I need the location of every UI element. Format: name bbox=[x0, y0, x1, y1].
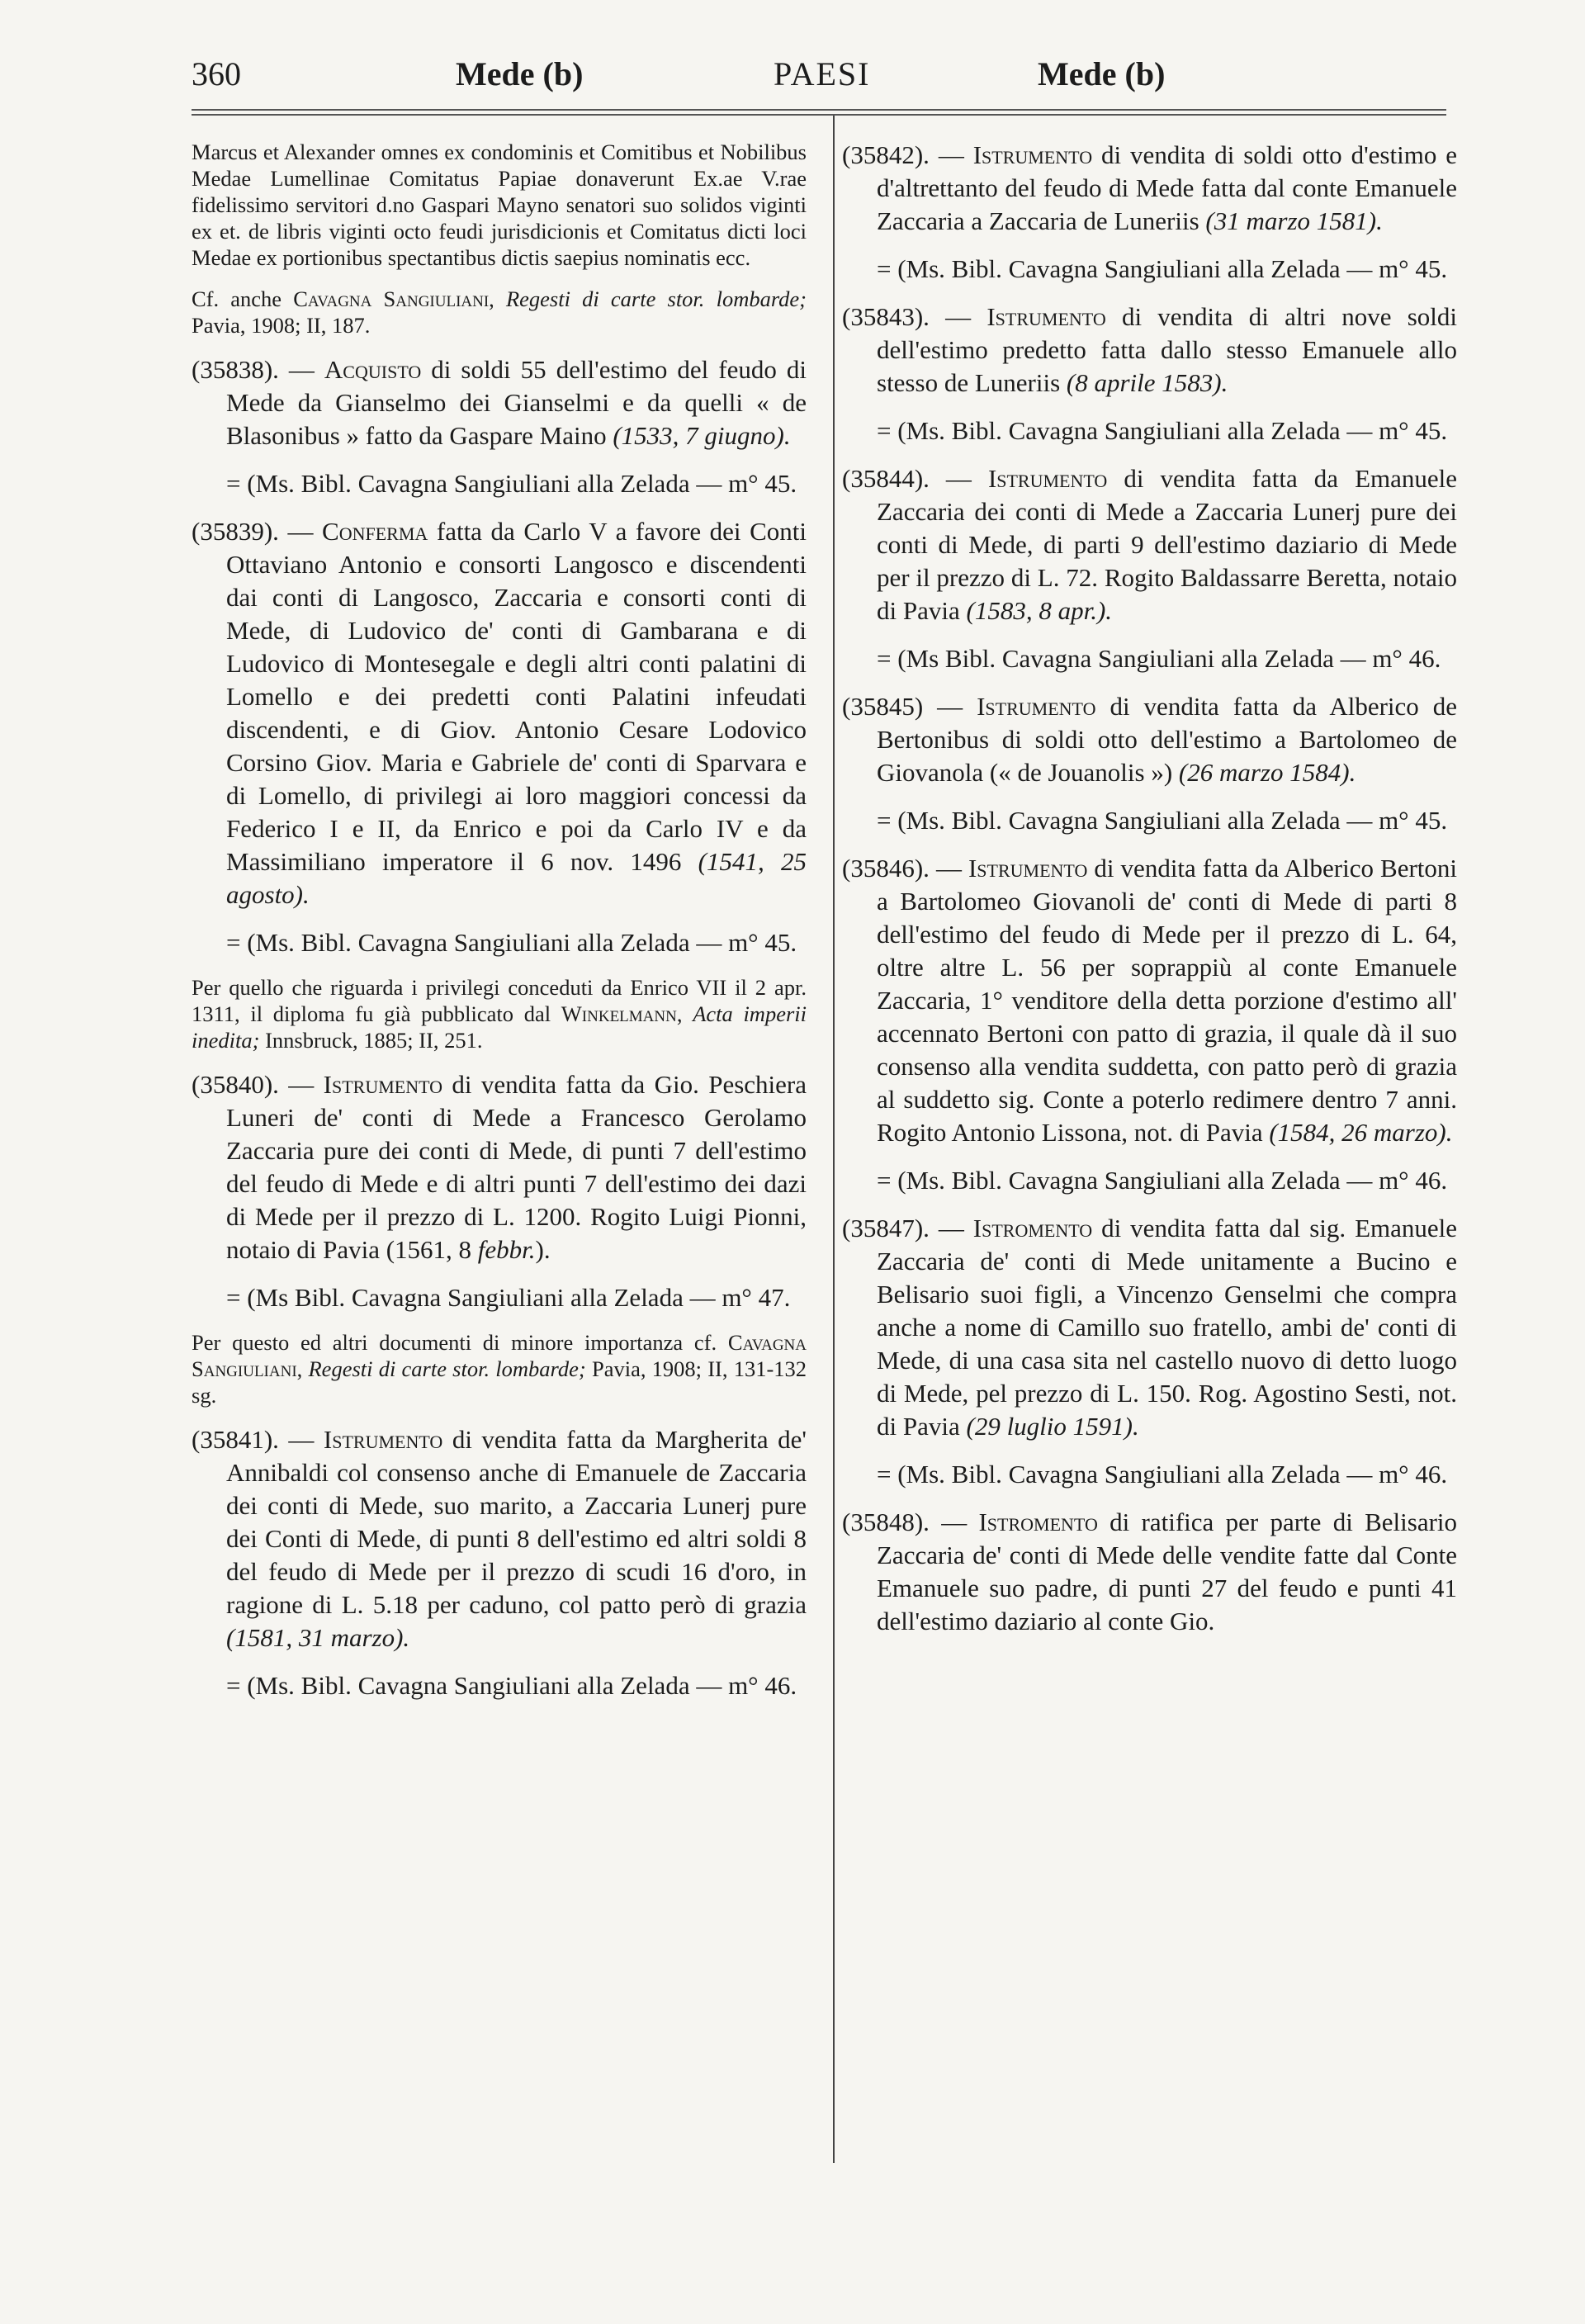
entry-number: (35843). bbox=[842, 302, 930, 331]
entry-keyword: Conferma bbox=[322, 517, 428, 546]
entry-text: di vendita fatta da Margherita de' Annibaldi col consenso anche di Emanuele de Zaccaria dei conti di Mede, suo marito, a Zaccaria Lunerj pure dei Conti di Mede, di punti 8 dell'estimo ed altri soldi 8 del feudo di Mede per il prezzo di scudi 16 d'oro, in ragione di L. 5.18 per caduno, col patto però di grazia bbox=[226, 1425, 807, 1619]
right-column bbox=[842, 139, 1457, 1653]
intro-ref-prefix: Cf. anche bbox=[192, 286, 282, 311]
left-column bbox=[192, 139, 807, 1717]
intro-ref-title: Regesti di carte stor. lombarde; bbox=[505, 286, 807, 311]
note-text: Per quello che riguarda i privilegi conceduti da Enrico VII il 2 apr. 1311, il diploma fu già pubblicato dal bbox=[192, 975, 807, 1026]
entry-date: (26 marzo 1584). bbox=[1178, 758, 1356, 787]
note-title: Acta imperii inedita; bbox=[192, 1001, 807, 1053]
entry-35840: (35840). — Istrumento di vendita fatta da Gio. Peschiera Luneri de' conti di Mede a Francesco Gerolamo Zaccaria pure dei conti di Mede, di punti 7 dell'estimo del feudo di Mede e di altri punti 7 dell'estimo dei dazi di Mede per il prezzo di L. 1200. Rogito Luigi Pionni, notaio di Pavia (1561, 8 febbr.). bbox=[192, 1070, 807, 1264]
entry-keyword: Istrumento bbox=[986, 302, 1106, 331]
note-text: Per questo ed altri documenti di minore importanza cf. bbox=[192, 1330, 717, 1355]
entry-text: di vendita fatta da Alberico Bertoni a Bartolomeo Giovanoli de' conti di Mede di parti 8 dell'estimo del feudo di Mede per il prezzo di L. 64, oltre altre L. 56 per soprappiù al conte Emanuele Zaccaria, 1° venditore della detta porzione d'estimo all' accennato Bertoni con patto di grazia, il quale dà il suo consenso alla vendita suddetta, con patto però di grazia al suddetto sig. Conte a poterlo redimere dentro 7 anni. Rogito Antonio Lissona, not. di Pavia bbox=[877, 854, 1458, 1147]
entry-35842-citation: = (Ms. Bibl. Cavagna Sangiuliani alla Zelada — m° 45. bbox=[877, 254, 1448, 283]
entry-number: (35845) bbox=[842, 692, 924, 721]
running-header bbox=[192, 50, 1446, 99]
entry-text: di vendita fatta da Emanuele Zaccaria dei conti di Mede a Zaccaria Lunerj pure dei conti di Mede, di parti 9 dell'estimo daziario di Mede per il prezzo di L. 72. Rogito Baldassarre Beretta, notaio di Pavia bbox=[877, 464, 1458, 625]
intro-reference-note bbox=[192, 286, 807, 338]
entry-35846-citation: = (Ms. Bibl. Cavagna Sangiuliani alla Zelada — m° 46. bbox=[877, 1166, 1448, 1195]
intro-latin-text: Marcus et Alexander omnes ex condominis et Comitibus et Nobilibus Medae Lumellinae Comitatus Papiae donaverunt Ex.ae V.rae fidelissimo servitori d.no Gaspari Mayno senatori suo solidos viginti ex et. de libris viginti octo feudi jurisdicionis et Comitatus dicti loci Medae ex portionibus spectantibus dictis saepius nominatis ecc. bbox=[192, 140, 807, 270]
entry-keyword: Istromento bbox=[972, 1214, 1093, 1242]
note-author: Cavagna Sangiuliani, bbox=[192, 1330, 807, 1381]
documenti-note bbox=[192, 1329, 807, 1408]
entry-tail: ). bbox=[535, 1235, 551, 1264]
note-author: Winkelmann, bbox=[561, 1001, 683, 1026]
entry-date: (1584, 26 marzo). bbox=[1269, 1118, 1453, 1147]
entry-keyword: Istrumento bbox=[987, 464, 1108, 493]
entry-keyword: Acquisto bbox=[324, 355, 422, 384]
entry-35839-citation: = (Ms. Bibl. Cavagna Sangiuliani alla Zelada — m° 45. bbox=[226, 928, 797, 957]
entry-keyword: Istrumento bbox=[972, 140, 1093, 169]
entry-date: (1583, 8 apr.). bbox=[966, 596, 1113, 625]
intro-ref-rest: Pavia, 1908; II, 187. bbox=[192, 313, 371, 338]
entry-number: (35848). bbox=[842, 1508, 930, 1536]
entry-date: (8 aprile 1583). bbox=[1066, 368, 1228, 397]
entry-35840-citation: = (Ms Bibl. Cavagna Sangiuliani alla Zelada — m° 47. bbox=[226, 1283, 791, 1312]
entry-number: (35842). bbox=[842, 140, 930, 169]
entry-35842: (35842). — Istrumento di vendita di soldi otto d'estimo e d'altrettanto del feudo di Mede fatta dal conte Emanuele Zaccaria a Zaccaria de Luneriis (31 marzo 1581). bbox=[842, 140, 1458, 235]
note-rest: Innsbruck, 1885; II, 251. bbox=[265, 1028, 483, 1053]
entry-number: (35844). bbox=[842, 464, 930, 493]
entry-35848: (35848). — Istromento di ratifica per parte di Belisario Zaccaria de' conti di Mede delle vendite fatte dal Conte Emanuele suo padre, di punti 27 del feudo e punti 41 dell'estimo daziario al conte Gio. bbox=[842, 1508, 1458, 1635]
page-number: 360 bbox=[192, 55, 241, 92]
entry-35843: (35843). — Istrumento di vendita di altri nove soldi dell'estimo predetto fatta dallo stesso Emanuele allo stesso de Luneriis (8 aprile 1583). bbox=[842, 302, 1458, 397]
entry-number: (35841). bbox=[192, 1425, 279, 1454]
entry-date: febbr. bbox=[477, 1235, 536, 1264]
entry-text: di vendita fatta dal sig. Emanuele Zaccaria de' conti di Mede unitamente a Bucino e Belisario suoi figli, a Vincenzo Genselmi che compra anche a nome di Camillo suo fratello, ambi de' conti di Mede, di una casa sita nel castello nuovo di detto luogo di Mede, pel prezzo di L. 150. Rog. Agostino Sesti, not. di Pavia bbox=[877, 1214, 1458, 1441]
entry-keyword: Istrumento bbox=[323, 1070, 443, 1099]
header-right-title: Mede (b) bbox=[1038, 55, 1166, 92]
header-rule-bottom bbox=[192, 114, 1446, 116]
entry-number: (35847). bbox=[842, 1214, 930, 1242]
entry-keyword: Istrumento bbox=[323, 1425, 443, 1454]
entry-35846: (35846). — Istrumento di vendita fatta da Alberico Bertoni a Bartolomeo Giovanoli de' conti di Mede di parti 8 dell'estimo del feudo di Mede per il prezzo di L. 64, oltre altre L. 56 per soprappiù al conte Emanuele Zaccaria, 1° venditore della detta porzione d'estimo all' accennato Bertoni con patto di grazia, il quale dà il suo consenso alla vendita suddetta, con patto però di grazia al suddetto sig. Conte a poterlo redimere dentro 7 anni. Rogito Antonio Lissona, not. di Pavia (1584, 26 marzo). bbox=[842, 854, 1458, 1147]
entry-text: di vendita di soldi otto d'estimo e d'altrettanto del feudo di Mede fatta dal conte Emanuele Zaccaria a Zaccaria de Luneriis bbox=[877, 140, 1458, 235]
entry-35841-citation: = (Ms. Bibl. Cavagna Sangiuliani alla Zelada — m° 46. bbox=[226, 1671, 797, 1700]
entry-text: fatta da Carlo V a favore dei Conti Ottaviano Antonio e consorti Langosco e discendenti dai conti di Langosco, Zaccaria e consorti conti di Mede, di Ludovico de' conti di Gambarana e di Ludovico di Montesegale e degli altri conti palatini di Lomello e dei predetti conti Palatini infeudati discendenti, e di Giov. Antonio Cesare Lodovico Corsino Giov. Maria e Gabriele de' conti di Sparvara e di Lomello, di privilegi ai loro maggiori concessi da Federico I e II, da Enrico e poi da Carlo IV e da Massimiliano imperatore il 6 nov. 1496 bbox=[226, 517, 807, 876]
header-center-title: PAESI bbox=[774, 55, 871, 92]
entry-35839: (35839). — Conferma fatta da Carlo V a favore dei Conti Ottaviano Antonio e consorti Langosco e discendenti dai conti di Langosco, Zaccaria e consorti conti di Mede, di Ludovico de' conti di Gambarana e di Ludovico di Montesegale e degli altri conti palatini di Lomello e dei predetti conti Palatini infeudati discendenti, e di Giov. Antonio Cesare Lodovico Corsino Giov. Maria e Gabriele de' conti di Sparvara e di Lomello, di privilegi ai loro maggiori concessi da Federico I e II, da Enrico e poi da Carlo IV e da Massimiliano imperatore il 6 nov. 1496 (1541, 25 agosto). bbox=[192, 517, 807, 909]
note-title: Regesti di carte stor. lombarde; bbox=[308, 1356, 586, 1381]
entry-text: di vendita di altri nove soldi dell'estimo predetto fatta dallo stesso Emanuele allo stesso de Luneriis bbox=[877, 302, 1458, 397]
entry-keyword: Istrumento bbox=[968, 854, 1088, 883]
entry-35847-citation: = (Ms. Bibl. Cavagna Sangiuliani alla Zelada — m° 46. bbox=[877, 1460, 1448, 1489]
header-left-title: Mede (b) bbox=[456, 55, 584, 92]
entry-number: (35838). bbox=[192, 355, 279, 384]
entry-35841: (35841). — Istrumento di vendita fatta da Margherita de' Annibaldi col consenso anche di Emanuele de Zaccaria dei conti di Mede, suo marito, a Zaccaria Lunerj pure dei Conti di Mede, di punti 8 dell'estimo ed altri soldi 8 del feudo di Mede per il prezzo di scudi 16 d'oro, in ragione di L. 5.18 per caduno, col patto però di grazia (1581, 31 marzo). bbox=[192, 1425, 807, 1652]
entry-35844: (35844). — Istrumento di vendita fatta da Emanuele Zaccaria dei conti di Mede a Zaccaria Lunerj pure dei conti di Mede, di parti 9 dell'estimo daziario di Mede per il prezzo di L. 72. Rogito Baldassarre Beretta, notaio di Pavia (1583, 8 apr.). bbox=[842, 464, 1458, 625]
entry-text: di vendita fatta da Gio. Peschiera Luneri de' conti di Mede a Francesco Gerolamo Zaccaria pure dei conti di Mede, di punti 7 dell'estimo del feudo di Mede e di altri punti 7 dell'estimo dei dazi di Mede per il prezzo di L. 1200. Rogito Luigi Pionni, notaio di Pavia (1561, 8 bbox=[226, 1070, 807, 1264]
entry-number: (35840). bbox=[192, 1070, 279, 1099]
header-rule-top bbox=[192, 109, 1446, 111]
entry-35838-citation: = (Ms. Bibl. Cavagna Sangiuliani alla Zelada — m° 45. bbox=[226, 469, 797, 498]
entry-number: (35846). bbox=[842, 854, 930, 883]
entry-keyword: Istrumento bbox=[977, 692, 1096, 721]
intro-ref-author: Cavagna Sangiuliani, bbox=[293, 286, 494, 311]
entry-35845-citation: = (Ms. Bibl. Cavagna Sangiuliani alla Zelada — m° 45. bbox=[877, 806, 1448, 835]
entry-date: (1533, 7 giugno). bbox=[613, 421, 791, 450]
entry-text: di vendita fatta da Alberico de Bertonibus di soldi otto dell'estimo a Bartolomeo de Giovanola (« de Jouanolis ») bbox=[877, 692, 1458, 787]
entry-date: (29 luglio 1591). bbox=[966, 1412, 1139, 1441]
entry-text: di soldi 55 dell'estimo del feudo di Mede da Gianselmo dei Gianselmi e da quelli « de Blasonibus » fatto da Gaspare Maino bbox=[226, 355, 807, 450]
entry-35843-citation: = (Ms. Bibl. Cavagna Sangiuliani alla Zelada — m° 45. bbox=[877, 416, 1448, 445]
column-divider bbox=[833, 116, 835, 2163]
entry-35844-citation: = (Ms Bibl. Cavagna Sangiuliani alla Zelada — m° 46. bbox=[877, 644, 1441, 673]
intro-latin-note bbox=[192, 139, 807, 271]
entry-keyword: Istromento bbox=[978, 1508, 1098, 1536]
privilegi-note bbox=[192, 974, 807, 1053]
entry-number: (35839). bbox=[192, 517, 279, 546]
note-rest: Pavia, 1908; II, 131-132 sg. bbox=[192, 1356, 807, 1408]
entry-date: (1581, 31 marzo). bbox=[226, 1623, 410, 1652]
entry-35838: (35838). — Acquisto di soldi 55 dell'estimo del feudo di Mede da Gianselmo dei Gianselmi e da quelli « de Blasonibus » fatto da Gaspare Maino (1533, 7 giugno). bbox=[192, 355, 807, 450]
entry-35845: (35845) — Istrumento di vendita fatta da Alberico de Bertonibus di soldi otto dell'estimo a Bartolomeo de Giovanola (« de Jouanolis ») (26 marzo 1584). bbox=[842, 692, 1458, 787]
entry-date: (31 marzo 1581). bbox=[1205, 206, 1383, 235]
entry-text: di ratifica per parte di Belisario Zaccaria de' conti di Mede delle vendite fatte dal Conte Emanuele suo padre, di punti 27 del feudo e punti 41 dell'estimo daziario al conte Gio. bbox=[877, 1508, 1458, 1635]
entry-35847: (35847). — Istromento di vendita fatta dal sig. Emanuele Zaccaria de' conti di Mede unitamente a Bucino e Belisario suoi figli, a Vincenzo Genselmi che compra anche a nome di Camillo suo fratello, ambi de' conti di Mede, di una casa sita nel castello nuovo di detto luogo di Mede, pel prezzo di L. 150. Rog. Agostino Sesti, not. di Pavia (29 luglio 1591). bbox=[842, 1214, 1458, 1441]
entry-date: (1541, 25 agosto). bbox=[226, 847, 807, 909]
